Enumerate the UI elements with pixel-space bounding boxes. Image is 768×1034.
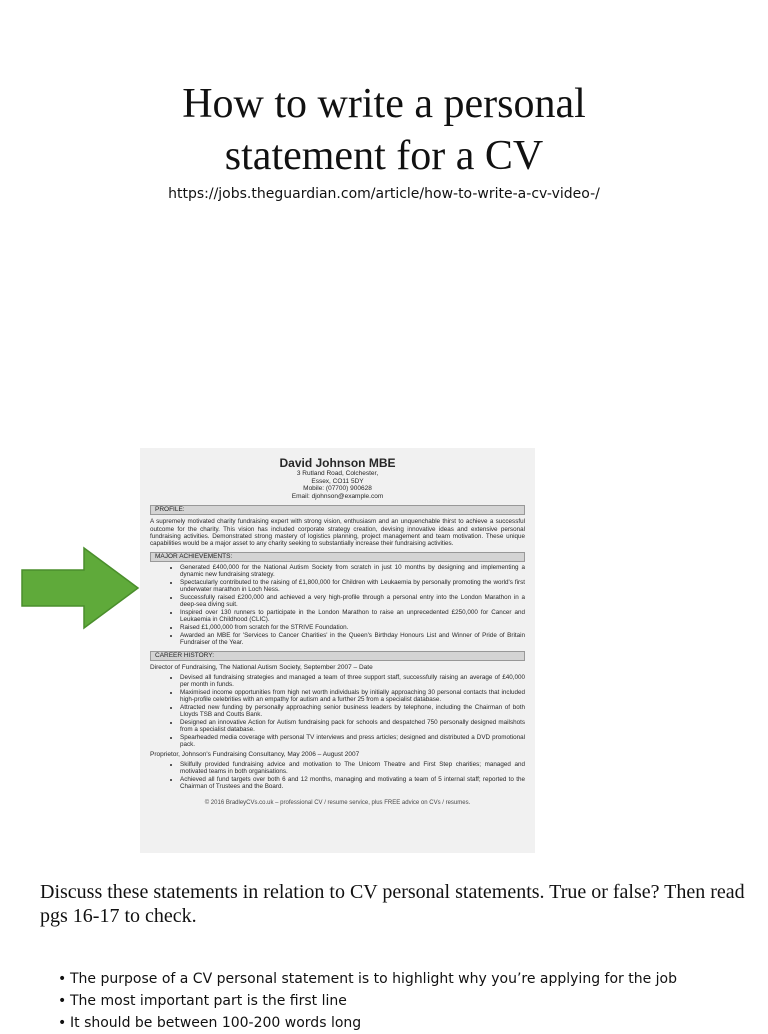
cv-job-item: • Devised all fundraising strategies and managed a team of three support staff, successfully raising an average of £40,000 per month in funds. <box>180 674 525 688</box>
discussion-prompt: Discuss these statements in relation to CV personal statements. True or false? Then read pgs 16-17 to check. <box>40 881 745 927</box>
cv-achievement: • Spectacularly contributed to the raising of £1,800,000 for Children with Leukaemia by personally promoting the world's first underwater marathon in Loch Ness. <box>180 579 525 593</box>
cv-job-item: • Spearheaded media coverage with personal TV interviews and press articles; designed and distributed a DVD promotional pack. <box>180 734 525 748</box>
cv-name: David Johnson MBE <box>279 456 396 470</box>
cv-example-image <box>140 448 535 853</box>
cv-address-line: Essex, CO11 5DY <box>311 477 364 485</box>
cv-job-list <box>150 674 525 748</box>
slide-title-line-1: How to write a personal <box>182 81 586 127</box>
statement-item: • The most important part is the first line <box>58 990 758 1012</box>
cv-achievements-heading: MAJOR ACHIEVEMENTS: <box>150 552 525 562</box>
statement-item: • The purpose of a CV personal statement is to highlight why you’re applying for the job <box>58 968 758 990</box>
cv-job-item: • Maximised income opportunities from high net worth individuals by initially approaching 30 personal contacts that included high-profile celebrities with an empathy for autism and a further 25 from a specialist database. <box>180 689 525 703</box>
cv-job-item: • Designed an innovative Action for Autism fundraising pack for schools and despatched 750 personally designed mailshots from a specialist database. <box>180 719 525 733</box>
slide-title-line-2: statement for a CV <box>224 133 544 179</box>
statement-list <box>58 968 758 1034</box>
slide-title <box>0 78 768 182</box>
cv-profile-heading: PROFILE: <box>150 505 525 515</box>
cv-job-item: • Achieved all fund targets over both 6 and 12 months, managing and motivating a team of 5 internal staff; reported to the Chairman of Trustees and the Board. <box>180 776 525 790</box>
cv-job-title: Proprietor, Johnson's Fundraising Consultancy, May 2006 – August 2007 <box>150 750 360 758</box>
cv-job-item: • Skilfully provided fundraising advice and motivation to The Unicorn Theatre and First Step charities; managed and motivated teams in both organisations. <box>180 761 525 775</box>
cv-address-line: Email: djohnson@example.com <box>291 492 384 500</box>
cv-achievement: • Inspired over 130 runners to participate in the London Marathon to raise an unprecedented £250,000 for Cancer and Leukaemia in Childhood (CLIC). <box>180 609 525 623</box>
cv-address <box>150 470 525 500</box>
cv-job-item: • Attracted new funding by personally approaching senior business leaders by telephone, including the Chairman of both Lloyds TSB and Coutts Bank. <box>180 704 525 718</box>
cv-profile-text: A supremely motivated charity fundraising expert with strong vision, enthusiasm and an unquenchable thirst to achieve a successful outcome for the charity. This vision has included corporate strategy creation, devising innovative ideas and extensive personal fundraising activities. Demonstrated strong mastery of logistics planning, project management and team motivation. These unique capabilities would be a major asset to any charity seeking to substantially increase their fundraising activities. <box>150 518 525 547</box>
source-link[interactable]: https://jobs.theguardian.com/article/how-to-write-a-cv-video-/ <box>168 186 600 202</box>
cv-career-heading: CAREER HISTORY: <box>150 651 525 661</box>
cv-achievement: • Raised £1,000,000 from scratch for the STRIVE Foundation. <box>180 624 525 631</box>
cv-job-title: Director of Fundraising, The National Autism Society, September 2007 – Date <box>150 663 373 671</box>
cv-address-line: 3 Rutland Road, Colchester, <box>296 470 379 477</box>
arrow-right-icon <box>20 546 140 630</box>
cv-achievement: • Generated £400,000 for the National Autism Society from scratch in just 10 months by designing and implementing a dynamic new fundraising strategy. <box>180 564 525 578</box>
cv-achievements-list <box>150 564 525 646</box>
cv-achievement: • Successfully raised £200,000 and achieved a very high-profile through a personal entry into the London Marathon in a deep-sea diving suit. <box>180 594 525 608</box>
cv-footer: © 2016 BradleyCVs.co.uk – professional CV / resume service, plus FREE advice on CVs / resumes. <box>204 800 471 807</box>
cv-job-list <box>150 761 525 790</box>
statement-item: • It should be between 100-200 words long <box>58 1012 758 1034</box>
cv-achievement: • Awarded an MBE for 'Services to Cancer Charities' in the Queen's Birthday Honours List and Winner of Pride of Britain Fundraiser of the Year. <box>180 632 525 646</box>
cv-address-line: Mobile: (07700) 900628 <box>303 485 372 493</box>
